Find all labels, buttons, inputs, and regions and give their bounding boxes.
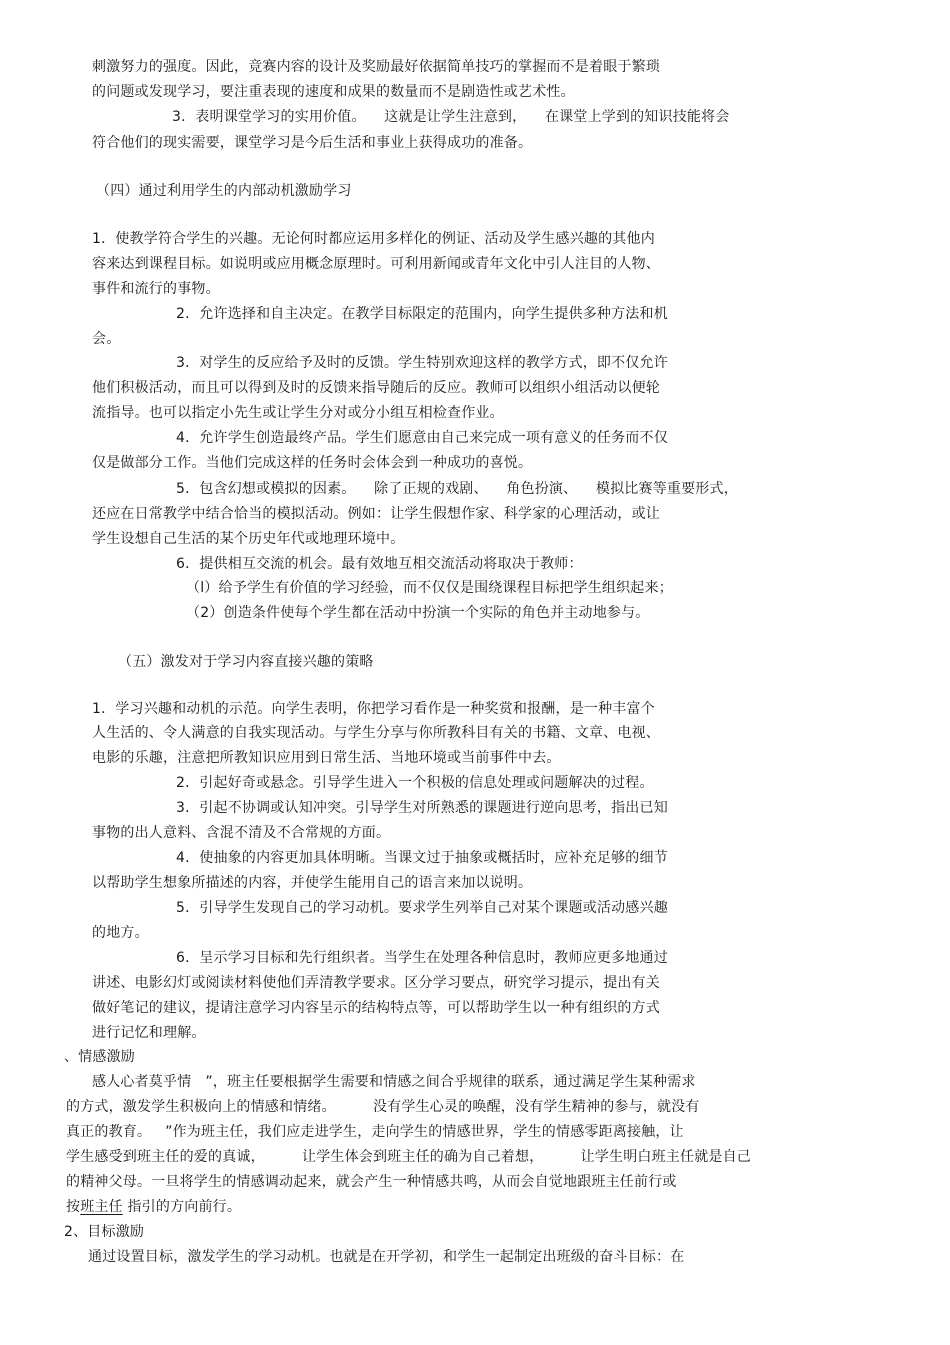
text-line: 符合他们的现实需要，课堂学习是今后生活和事业上获得成功的准备。 xyxy=(92,135,533,151)
text-line: 进行记忆和理解。 xyxy=(92,1025,206,1041)
text-line: 1．学习兴趣和动机的示范。向学生表明，你把学习看作是一种奖赏和报酬，是一种丰富个 xyxy=(92,701,655,717)
text-line: 6．呈示学习目标和先行组织者。当学生在处理各种信息时，教师应更多地通过 xyxy=(176,950,668,966)
text-line: 讲述、电影幻灯或阅读材料使他们弄清教学要求。区分学习要点，研究学习提示，提出有关 xyxy=(92,975,660,991)
text-line: 事件和流行的事物。 xyxy=(92,281,220,297)
text-line: 感人心者莫乎情 ”，班主任要根据学生需要和情感之间合乎规律的联系，通过满足学生某种需求 xyxy=(92,1074,696,1090)
text-line: 3．表明课堂学习的实用价值。 这就是让学生注意到， 在课堂上学到的知识技能将会 xyxy=(172,109,730,125)
text-line: 刺激努力的强度。因此，竞赛内容的设计及奖励最好依据简单技巧的掌握而不是着眼于繁琐 xyxy=(92,59,660,75)
text-line: 电影的乐趣，注意把所教知识应用到日常生活、当地环境或当前事件中去。 xyxy=(92,750,561,766)
text-line: 仅是做部分工作。当他们完成这样的任务时会体会到一种成功的喜悦。 xyxy=(92,455,533,471)
text-line: 学生感受到班主任的爱的真诚， 让学生体会到班主任的确为自己着想， 让学生明白班主任就是自己 xyxy=(66,1149,752,1165)
text-line: 3．引起不协调或认知冲突。引导学生对所熟悉的课题进行逆向思考，指出已知 xyxy=(176,800,668,816)
text-line: 做好笔记的建议，提请注意学习内容呈示的结构特点等，可以帮助学生以一种有组织的方式 xyxy=(92,1000,660,1016)
text-line: 还应在日常教学中结合恰当的模拟活动。例如：让学生假想作家、科学家的心理活动，或让 xyxy=(92,506,660,522)
text-line: 5．引导学生发现自己的学习动机。要求学生列举自己对某个课题或活动感兴趣 xyxy=(176,900,668,916)
text-line: 的地方。 xyxy=(92,925,149,941)
text-line: 1．使教学符合学生的兴趣。无论何时都应运用多样化的例证、活动及学生感兴趣的其他内 xyxy=(92,231,655,247)
section-heading: 2、目标激励 xyxy=(64,1224,145,1240)
text-line: 5．包含幻想或模拟的因素。 除了正规的戏剧、 角色扮演、 模拟比赛等重要形式， xyxy=(176,481,738,497)
section-heading: （五）激发对于学习内容直接兴趣的策略 xyxy=(118,654,374,670)
section-heading: （四）通过利用学生的内部动机激励学习 xyxy=(96,183,352,199)
text-line: （2）创造条件使每个学生都在活动中扮演一个实际的角色并主动地参与。 xyxy=(186,605,650,621)
text-line: 的问题或发现学习，要注重表现的速度和成果的数量而不是剧造性或艺术性。 xyxy=(92,84,575,100)
text-line: 4．允许学生创造最终产品。学生们愿意由自己来完成一项有意义的任务而不仅 xyxy=(176,430,668,446)
text-line: 会。 xyxy=(92,331,121,347)
text-line: 他们积极活动，而且可以得到及时的反馈来指导随后的反应。教师可以组织小组活动以便轮 xyxy=(92,380,660,396)
underlined-text: 班主任 xyxy=(80,1199,123,1215)
text-run: 指引的方向前行。 xyxy=(122,1199,242,1215)
text-line: 2．引起好奇或悬念。引导学生进入一个积极的信息处理或问题解决的过程。 xyxy=(176,775,654,791)
text-line: 4．使抽象的内容更加具体明晰。当课文过于抽象或概括时，应补充足够的细节 xyxy=(176,850,668,866)
text-line: 通过设置目标，激发学生的学习动机。也就是在开学初，和学生一起制定出班级的奋斗目标：在 xyxy=(88,1249,685,1265)
text-line xyxy=(66,1198,241,1216)
section-heading: 、情感激励 xyxy=(64,1049,135,1065)
text-line: 6．提供相互交流的机会。最有效地互相交流活动将取决于教师： xyxy=(176,556,583,572)
text-line: 容来达到课程目标。如说明或应用概念原理时。可利用新闻或青年文化中引人注目的人物、 xyxy=(92,256,660,272)
text-line: 真正的教育。 ”作为班主任，我们应走进学生，走向学生的情感世界，学生的情感零距离接触，让 xyxy=(66,1124,684,1140)
text-line: 学生设想自己生活的某个历史年代或地理环境中。 xyxy=(92,531,405,547)
text-line: 以帮助学生想象所描述的内容，并使学生能用自己的语言来加以说明。 xyxy=(92,875,533,891)
text-line: 人生活的、令人满意的自我实现活动。与学生分享与你所教科目有关的书籍、文章、电视、 xyxy=(92,725,660,741)
text-line: 的精神父母。一旦将学生的情感调动起来，就会产生一种情感共鸣，从而会自觉地跟班主任前行或 xyxy=(66,1174,677,1190)
text-line: 流指导。也可以指定小先生或让学生分对或分小组互相检查作业。 xyxy=(92,405,504,421)
text-run: 按 xyxy=(66,1199,81,1215)
text-line: （l）给予学生有价值的学习经验，而不仅仅是围绕课程目标把学生组织起来； xyxy=(186,580,673,596)
text-line: 事物的出人意料、含混不清及不合常规的方面。 xyxy=(92,825,391,841)
text-line: 的方式，激发学生积极向上的情感和情绪。 没有学生心灵的唤醒，没有学生精神的参与，就没有 xyxy=(66,1099,700,1115)
text-line: 2．允许选择和自主决定。在教学目标限定的范围内，向学生提供多种方法和机 xyxy=(176,306,668,322)
text-line: 3．对学生的反应给予及时的反馈。学生特别欢迎这样的教学方式，即不仅允许 xyxy=(176,355,668,371)
